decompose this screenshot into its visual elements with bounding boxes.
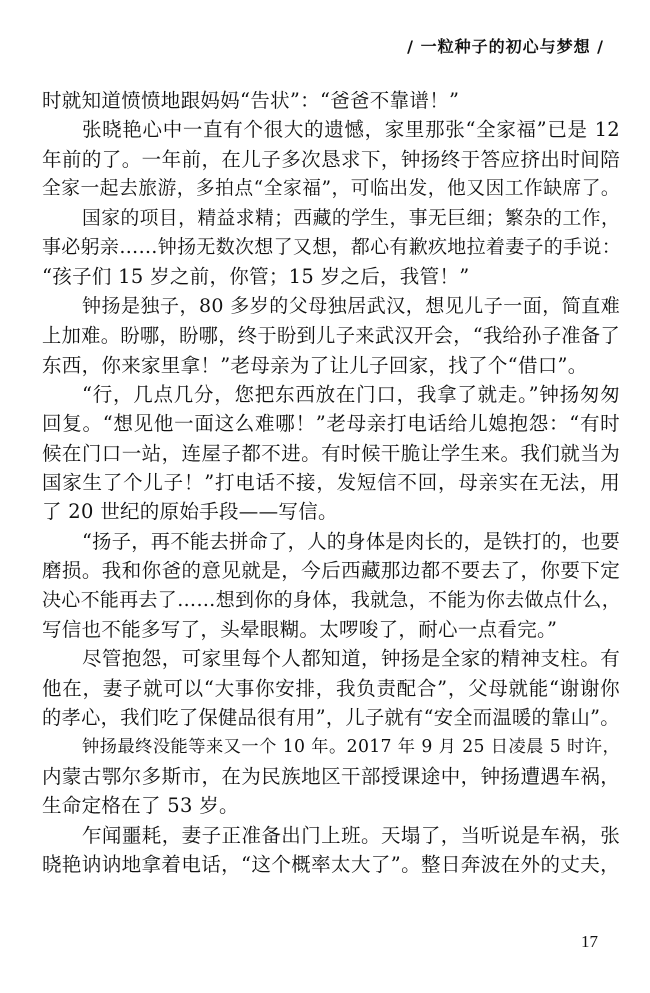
text-line: 晓艳讷讷地拿着电话，“这个概率太大了”。整日奔波在外的丈夫， xyxy=(42,853,620,877)
text-line: “扬子，再不能去拼命了，人的身体是肉长的，是铁打的，也要 xyxy=(82,529,620,553)
text-line: 内蒙古鄂尔多斯市，在为民族地区干部授课途中，钟扬遭遇车祸， xyxy=(42,764,620,788)
text-line: 事必躬亲……钟扬无数次想了又想，都心有歉疚地拉着妻子的手说： xyxy=(42,235,622,258)
text-line: 乍闻噩耗，妻子正准备出门上班。天塌了，当听说是车祸，张 xyxy=(82,823,620,847)
body-text xyxy=(42,86,620,880)
text-line: 国家生了个儿子！”打电话不接，发短信不回，母亲实在无法，用 xyxy=(42,471,620,495)
text-line: 全家一起去旅游，多拍点“全家福”，可临出发，他又因工作缺席了。 xyxy=(42,178,620,200)
text-line: 磨损。我和你爸的意见就是，今后西藏那边都不要去了，你要下定 xyxy=(42,559,620,583)
text-line: “孩子们 15 岁之前，你管；15 岁之后，我管！” xyxy=(42,265,470,289)
text-line: 尽管抱怨，可家里每个人都知道，钟扬是全家的精神支柱。有 xyxy=(82,647,620,671)
text-line: 决心不能再去了……想到你的身体，我就急，不能为你去做点什么， xyxy=(42,588,622,611)
text-line: 写信也不能多写了，头晕眼糊。太啰唆了，耐心一点看完。” xyxy=(42,618,558,642)
text-line: 东西，你来家里拿！”老母亲为了让儿子回家，找了个“借口”。 xyxy=(42,353,588,377)
text-line: 生命定格在了 53 岁。 xyxy=(42,794,239,818)
text-line: 他在，妻子就可以“大事你安排，我负责配合”，父母就能“谢谢你 xyxy=(42,676,620,700)
text-line: 国家的项目，精益求精；西藏的学生，事无巨细；繁杂的工作， xyxy=(82,207,620,229)
text-line: 年前的了。一年前，在儿子多次恳求下，钟扬终于答应挤出时间陪 xyxy=(42,147,620,171)
text-line: 钟扬是独子，80 多岁的父母独居武汉，想见儿子一面，简直难 xyxy=(82,294,620,317)
text-line: 张晓艳心中一直有个很大的遗憾，家里那张“全家福”已是 12 xyxy=(82,118,620,142)
page-number: 17 xyxy=(581,932,598,951)
running-header: / 一粒种子的初心与梦想 / xyxy=(407,37,604,56)
text-line: 候在门口一站，连屋子都不进。有时候干脆让学生来。我们就当为 xyxy=(42,441,620,465)
text-line: 钟扬最终没能等来又一个 10 年。2017 年 9 月 25 日凌晨 5 时许， xyxy=(82,736,620,757)
text-line: 回复。“想见他一面这么难哪！”老母亲打电话给儿媳抱怨：“有时 xyxy=(42,412,620,436)
text-line: 时就知道愤愤地跟妈妈“告状”：“爸爸不靠谱！” xyxy=(42,89,460,112)
text-line: 了 20 世纪的原始手段——写信。 xyxy=(42,500,338,524)
text-line: 的孝心，我们吃了保健品很有用”，儿子就有“安全而温暖的靠山”。 xyxy=(42,706,620,730)
text-line: “行，几点几分，您把东西放在门口，我拿了就走。”钟扬匆匆 xyxy=(82,382,620,406)
text-line: 上加难。盼哪，盼哪，终于盼到儿子来武汉开会，“我给孙子准备了 xyxy=(42,324,620,348)
